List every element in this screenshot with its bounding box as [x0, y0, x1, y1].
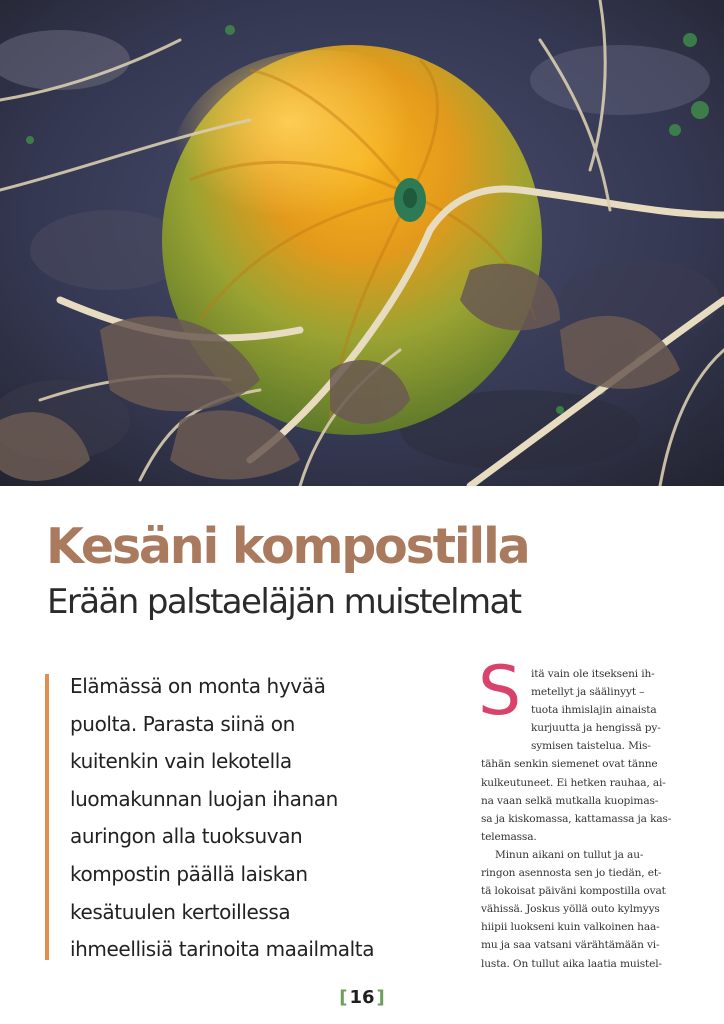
pull-quote-line: puolta. Parasta siinä on	[70, 711, 295, 736]
body-line: kulkeutuneet. Ei hetken rauhaa, ai-	[481, 776, 666, 789]
folio-bracket-close: ]	[376, 987, 385, 1008]
body-line: itä vain ole itsekseni ih-	[531, 668, 655, 680]
folio-bracket-open: [	[339, 987, 348, 1008]
article-title: Kesäni kompostilla	[46, 518, 529, 575]
body-line: tuota ihmislajin ainaista	[531, 704, 657, 717]
pull-quote-line: kompostin päällä laiskan	[70, 861, 308, 886]
body-line: symisen taistelua. Mis-	[531, 740, 651, 753]
page-number	[0, 987, 724, 1008]
pull-quote-line: Elämässä on monta hyvää	[70, 674, 326, 698]
body-line: lusta. On tullut aika laatia muistel-	[481, 957, 662, 970]
body-line: metellyt ja säälinyyt –	[531, 686, 645, 699]
body-line: kurjuutta ja hengissä py-	[531, 722, 661, 735]
article-subtitle: Erään palstaeläjän muistelmat	[47, 582, 521, 622]
body-line: hiipii luokseni kuin valkoinen haa-	[481, 921, 660, 934]
pull-quote-line: kesätuulen kertoillessa	[70, 899, 291, 924]
body-line: ringon asennosta sen jo tiedän, et-	[481, 867, 662, 880]
pull-quote	[70, 668, 440, 969]
body-line: telemassa.	[481, 830, 537, 843]
body-line: tä lokoisat päiväni kompostilla ovat	[481, 885, 666, 898]
body-text	[481, 665, 689, 973]
pull-quote-bar	[45, 674, 49, 960]
body-line: tähän senkin siemenet ovat tänne	[481, 758, 658, 771]
pull-quote-line: auringon alla tuoksuvan	[70, 824, 303, 849]
body-line: vähissä. Joskus yöllä outo kylmyys	[481, 903, 660, 916]
body-line: sa ja kiskomassa, kattamassa ja kas-	[481, 812, 672, 825]
body-line: mu ja saa vatsani värähtämään vi-	[481, 939, 660, 952]
hero-photo	[0, 0, 724, 486]
pull-quote-line: kuitenkin vain lekotella	[70, 749, 292, 774]
pull-quote-line: ihmeellisiä tarinoita maailmalta	[70, 937, 375, 962]
folio-number: 16	[349, 987, 375, 1008]
drop-cap: S	[478, 652, 522, 731]
body-line: Minun aikani on tullut ja au-	[495, 848, 644, 861]
pull-quote-line: luomakunnan luojan ihanan	[70, 786, 338, 811]
body-line: na vaan selkä mutkalla kuopimas-	[481, 794, 659, 807]
